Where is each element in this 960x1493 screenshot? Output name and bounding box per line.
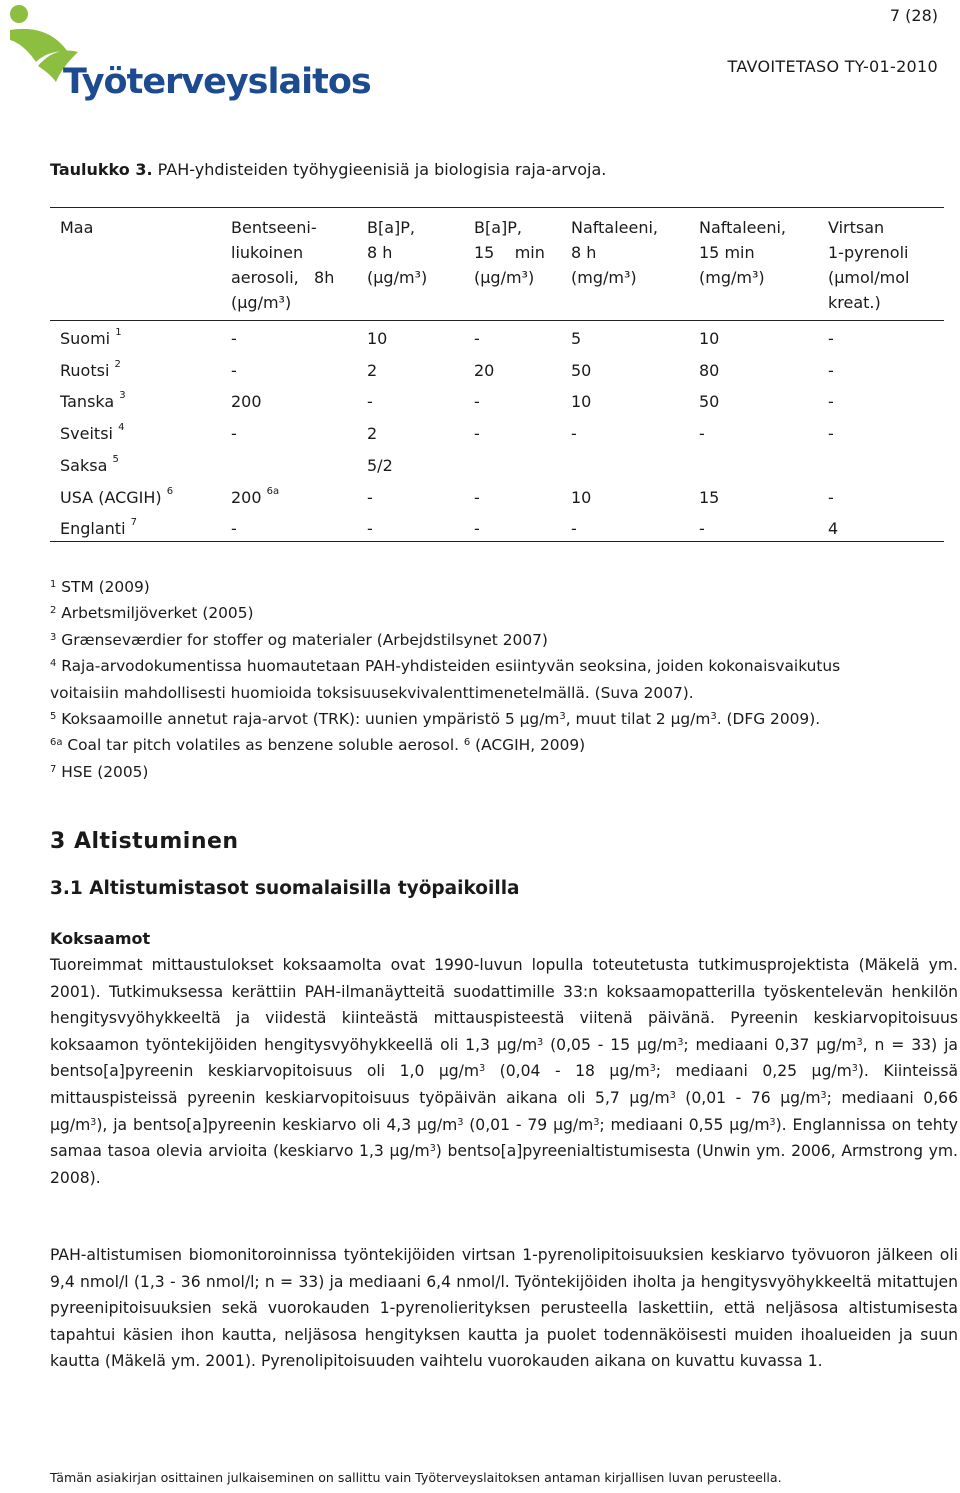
page-number: 7 (28) [889, 6, 938, 25]
table-cell: - [367, 519, 373, 539]
document-code: TAVOITETASO TY-01-2010 [727, 57, 938, 76]
table-cell: 200 $^{6a}$ [231, 485, 280, 507]
table-cell: 5 [571, 329, 582, 348]
table-cell: 2 [367, 424, 378, 444]
footnote-4: $^4$ Raja-arvodokumentissa huomautetaan PAH-yhdisteiden esiintyvän seoksina, joiden kokonaisvaikutus [50, 657, 841, 676]
footnote-7: $^7$ HSE (2005) [50, 762, 149, 781]
table-cell: 200 [231, 392, 262, 412]
table-cell: - [474, 424, 480, 444]
paragraph-biomonitoring: PAH-altistumisen biomonitoroinnissa työntekijöiden virtsan 1-pyrenolipitoisuuksien keskiarvo työvuoron jälkeen oli 9,4 nmol/l (1,3 - 36 nmol/l; n = 33) ja mediaani 6,4 nmol/l. Työntekijöiden iholta ja hengitysvyöhykkeeltä mitattujen pyreenipitoisuuksien sekä vuorokauden 1-pyrenolierityksen perusteella laskettiin, että neljäsosa altistumisesta tapahtui käsien ihon kautta, neljäsosa hengityksen kautta ja puolet todennäköisesti muiden ihoalueiden ja suun kautta (Mäkelä ym. 2001). Pyrenolipitoisuuden vaihtelu vuorokauden aikana on kuvattu kuvassa 1. [50, 1246, 958, 1371]
table-cell: - [828, 329, 834, 348]
table-cell: - [231, 424, 237, 444]
logo-wordmark: Työterveyslaitos [63, 62, 371, 102]
table-footnotes [50, 574, 950, 785]
table-cell: - [699, 424, 705, 444]
header-country: Maa [60, 218, 94, 237]
table-cell: 10 [571, 392, 592, 412]
table-cell: 10 [367, 329, 388, 348]
table-cell: - [474, 329, 480, 348]
table-cell: - [367, 487, 373, 507]
table-top-rule [50, 207, 944, 208]
table-cell: - [474, 487, 480, 507]
table-row-country: Tanska $^3$ [60, 390, 126, 412]
section-heading: 3 Altistuminen [50, 829, 239, 854]
table-cell: - [699, 519, 705, 539]
header-urine-1-pyrenol: Virtsan 1-pyrenoli (µmol/mol kreat.) [828, 218, 910, 312]
table-row-country: Ruotsi $^2$ [60, 358, 121, 380]
table-cell: - [474, 392, 480, 412]
paragraph-coke-ovens: Tuoreimmat mittaustulokset koksaamolta ovat 1990-luvun lopulla toteutetusta tutkimusprojektista (Mäkelä ym. 2001). Tutkimuksessa kerättiin PAH-ilmanäytteitä suodattimille 33:n koksaamopatterilla työskentelevän henkilön hengitysvyöhykkeeltä ja viidestä kiinteästä mittauspisteestä viitenä päivänä. Pyreenin keskiarvopitoisuus koksaamon työntekijöiden hengitysvyöhykkeellä oli 1,3 $\mu g/m^3$ (0,05 - 15 $\mu g/m^3$; mediaani 0,37 $\mu g/m^3$, n = 33) ja bentso[a]pyreenin keskiarvopitoisuus oli 1,0 $\mu g/m^3$ (0,04 - 18 $\mu g/m^3$; mediaani 0,25 $\mu g/m^3$). Kiinteissä mittauspisteissä pyreenin keskiarvopitoisuus työpäivän aikana oli 5,7 $\mu g/m^3$ (0,01 - 76 $\mu g/m^3$; mediaani 0,66 $\mu g/m^3$), ja bentso[a]pyreenin keskiarvo oli 4,3 $\mu g/m^3$ (0,01 - 79 $\mu g/m^3$; mediaani 0,55 $\mu g/m^3$). Englannissa on tehty samaa tasoa olevia arvioita (keskiarvo 1,3 $\mu g/m^3$) bentso[a]pyreenialtistumisesta (Unwin ym. 2006, Armstrong ym. 2008). [50, 956, 958, 1187]
table-bottom-rule [50, 541, 944, 542]
header-benzene-soluble: Bentseeni- liukoinen aerosoli, 8h (µg/m³) [231, 218, 335, 312]
table-cell: 2 [367, 360, 378, 380]
table-row-country: Englanti $^7$ [60, 517, 137, 539]
header-naphthalene-15min: Naftaleeni, 15 min (mg/m³) [699, 218, 787, 287]
footnote-2: $^2$ Arbetsmiljöverket (2005) [50, 604, 254, 623]
table-cell: - [367, 392, 373, 412]
table-row-country: Suomi $^1$ [60, 327, 122, 348]
table-row-country: Saksa $^5$ [60, 453, 119, 475]
footnote-6: $^{6a}$ Coal tar pitch volatiles as benzene soluble aerosol. $^6$ (ACGIH, 2009) [50, 736, 586, 755]
table-cell: - [231, 329, 237, 348]
table-cell: - [828, 424, 834, 444]
table-row-country: USA (ACGIH) $^6$ [60, 485, 174, 507]
table-cell: - [571, 424, 577, 444]
table-cell: 20 [474, 360, 495, 380]
table-cell: - [828, 392, 834, 412]
table-cell: - [474, 519, 480, 539]
table-caption-text: PAH-yhdisteiden työhygieenisiä ja biologisia raja-arvoja. [152, 160, 607, 179]
footnote-3: $^3$ Grænseværdier for stoffer og materialer (Arbejdstilsynet 2007) [50, 630, 548, 649]
table-cell: - [231, 519, 237, 539]
table-caption [50, 160, 606, 179]
table-row-country: Sveitsi $^4$ [60, 422, 125, 444]
table-cell: - [231, 360, 237, 380]
footnote-4-continued: voitaisiin mahdollisesti huomioida toksisuusekvivalenttimenetelmällä. (Suva 2007). [50, 683, 694, 702]
footnote-5: $^5$ Koksaamoille annetut raja-arvot (TRK): uunien ympäristö 5 $\mu g/m^3$, muut tilat 2 $\mu g/m^3$. (DFG 2009). [50, 710, 821, 729]
table-cell: 50 [699, 392, 720, 412]
table-cell: 80 [699, 360, 720, 380]
table-cell: 5/2 [367, 455, 393, 475]
footer-copyright-note: Tämän asiakirjan osittainen julkaiseminen on sallittu vain Työterveyslaitoksen antaman kirjallisen luvan perusteella. [50, 1470, 782, 1485]
table-caption-label: Taulukko 3. [50, 160, 153, 179]
table-cell: 50 [571, 360, 592, 380]
header-naphthalene-8h: Naftaleeni, 8 h (mg/m³) [571, 218, 659, 287]
header-bap-15min: B[a]P, 15 min (µg/m³) [474, 218, 545, 287]
table-cell: 10 [699, 329, 720, 348]
table-cell: 10 [571, 487, 592, 507]
topic-heading: Koksaamot [50, 929, 151, 948]
table-cell: - [828, 487, 834, 507]
table-header-rule [50, 320, 944, 321]
table-cell: - [828, 360, 834, 380]
table-cell: 15 [699, 487, 720, 507]
header-bap-8h: B[a]P, 8 h (µg/m³) [367, 218, 428, 287]
table-cell: 4 [828, 519, 839, 539]
subsection-heading: 3.1 Altistumistasot suomalaisilla työpaikoilla [50, 878, 520, 899]
footnote-1: $^1$ STM (2009) [50, 578, 150, 596]
table-cell: - [571, 519, 577, 539]
